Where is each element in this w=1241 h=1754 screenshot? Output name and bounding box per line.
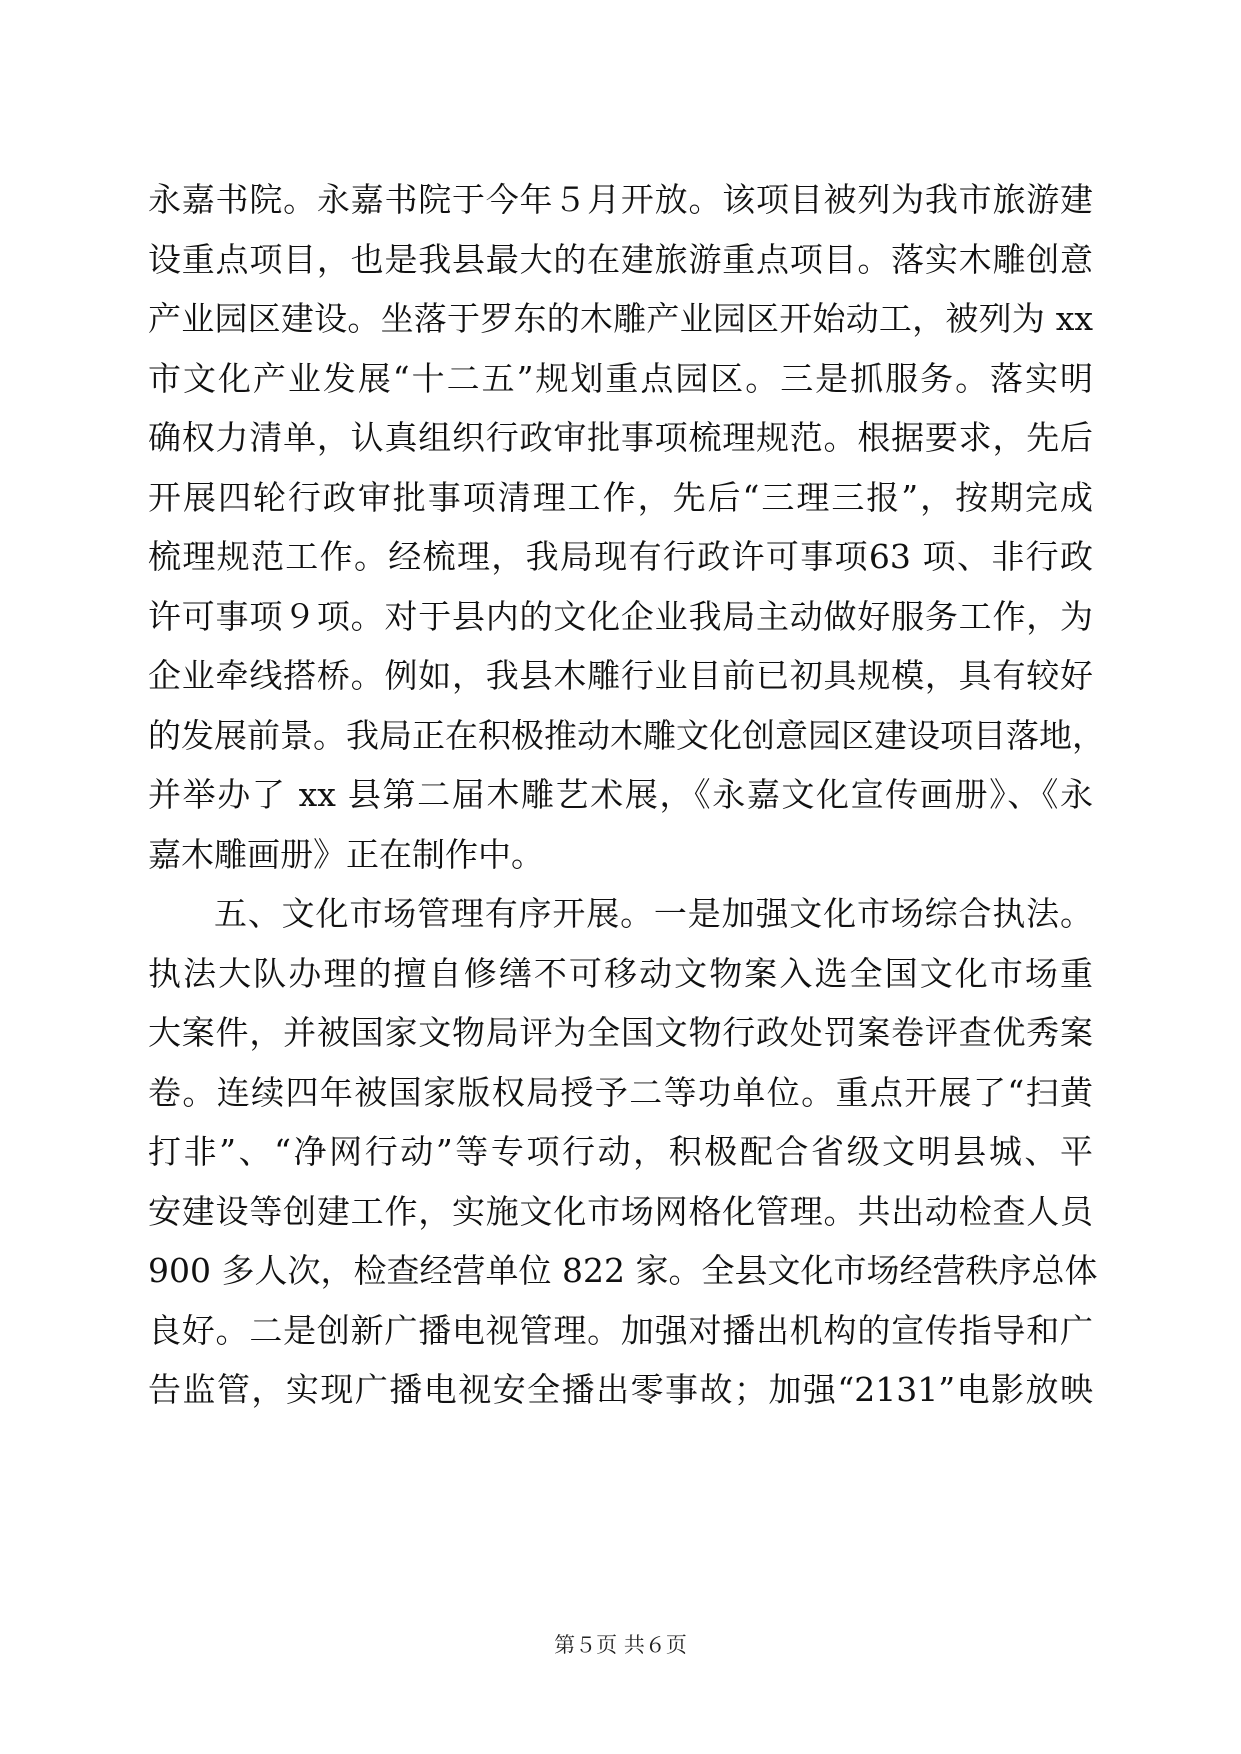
paragraph-1-line-8: 许可事项９项。对于县内的文化企业我局主动做好服务工作，为	[148, 597, 1093, 636]
paragraph-2-line-1: 五、文化市场管理有序开展。一是加强文化市场综合执法。	[214, 894, 1093, 933]
paragraph-1-line-2: 设重点项目，也是我县最大的在建旅游重点项目。落实木雕创意	[148, 240, 1093, 279]
paragraph-2-line-9: 告监管，实现广播电视安全播出零事故；加强“2131”电影放映	[148, 1370, 1093, 1409]
paragraph-1-line-6: 开展四轮行政审批事项清理工作，先后“三理三报”，按期完成	[148, 478, 1093, 517]
paragraph-2-line-6: 安建设等创建工作，实施文化市场网格化管理。共出动检查人员	[148, 1192, 1093, 1231]
paragraph-1-line-4: 市文化产业发展“十二五”规划重点园区。三是抓服务。落实明	[148, 359, 1093, 398]
paragraph-2-line-8: 良好。二是创新广播电视管理。加强对播出机构的宣传指导和广	[148, 1311, 1093, 1350]
page-number-footer: 第５页 共６页	[554, 1633, 687, 1657]
paragraph-1-line-5: 确权力清单，认真组织行政审批事项梳理规范。根据要求，先后	[148, 418, 1093, 457]
paragraph-2-line-7: 900 多人次，检查经营单位 822 家。全县文化市场经营秩序总体	[148, 1251, 1098, 1290]
paragraph-2-line-3: 大案件，并被国家文物局评为全国文物行政处罚案卷评查优秀案	[148, 1013, 1093, 1052]
paragraph-1-line-9: 企业牵线搭桥。例如，我县木雕行业目前已初具规模，具有较好	[148, 656, 1093, 695]
paragraph-2-line-2: 执法大队办理的擅自修缮不可移动文物案入选全国文化市场重	[148, 954, 1093, 993]
paragraph-2-line-4: 卷。连续四年被国家版权局授予二等功单位。重点开展了“扫黄	[148, 1073, 1093, 1112]
paragraph-1-line-7: 梳理规范工作。经梳理，我局现有行政许可事项63 项、非行政	[148, 537, 1093, 576]
paragraph-1-line-1: 永嘉书院。永嘉书院于今年５月开放。该项目被列为我市旅游建	[148, 180, 1093, 219]
paragraph-1-line-11: 并举办了 xx 县第二届木雕艺术展，《永嘉文化宣传画册》、《永	[148, 775, 1093, 814]
paragraph-1-line-3: 产业园区建设。坐落于罗东的木雕产业园区开始动工，被列为 xx	[148, 299, 1093, 338]
paragraph-1-line-12: 嘉木雕画册》正在制作中。	[148, 835, 544, 874]
paragraph-2-line-5: 打非”、“净网行动”等专项行动，积极配合省级文明县城、平	[148, 1132, 1093, 1171]
paragraph-1-line-10: 的发展前景。我局正在积极推动木雕文化创意园区建设项目落地，	[148, 716, 1105, 755]
